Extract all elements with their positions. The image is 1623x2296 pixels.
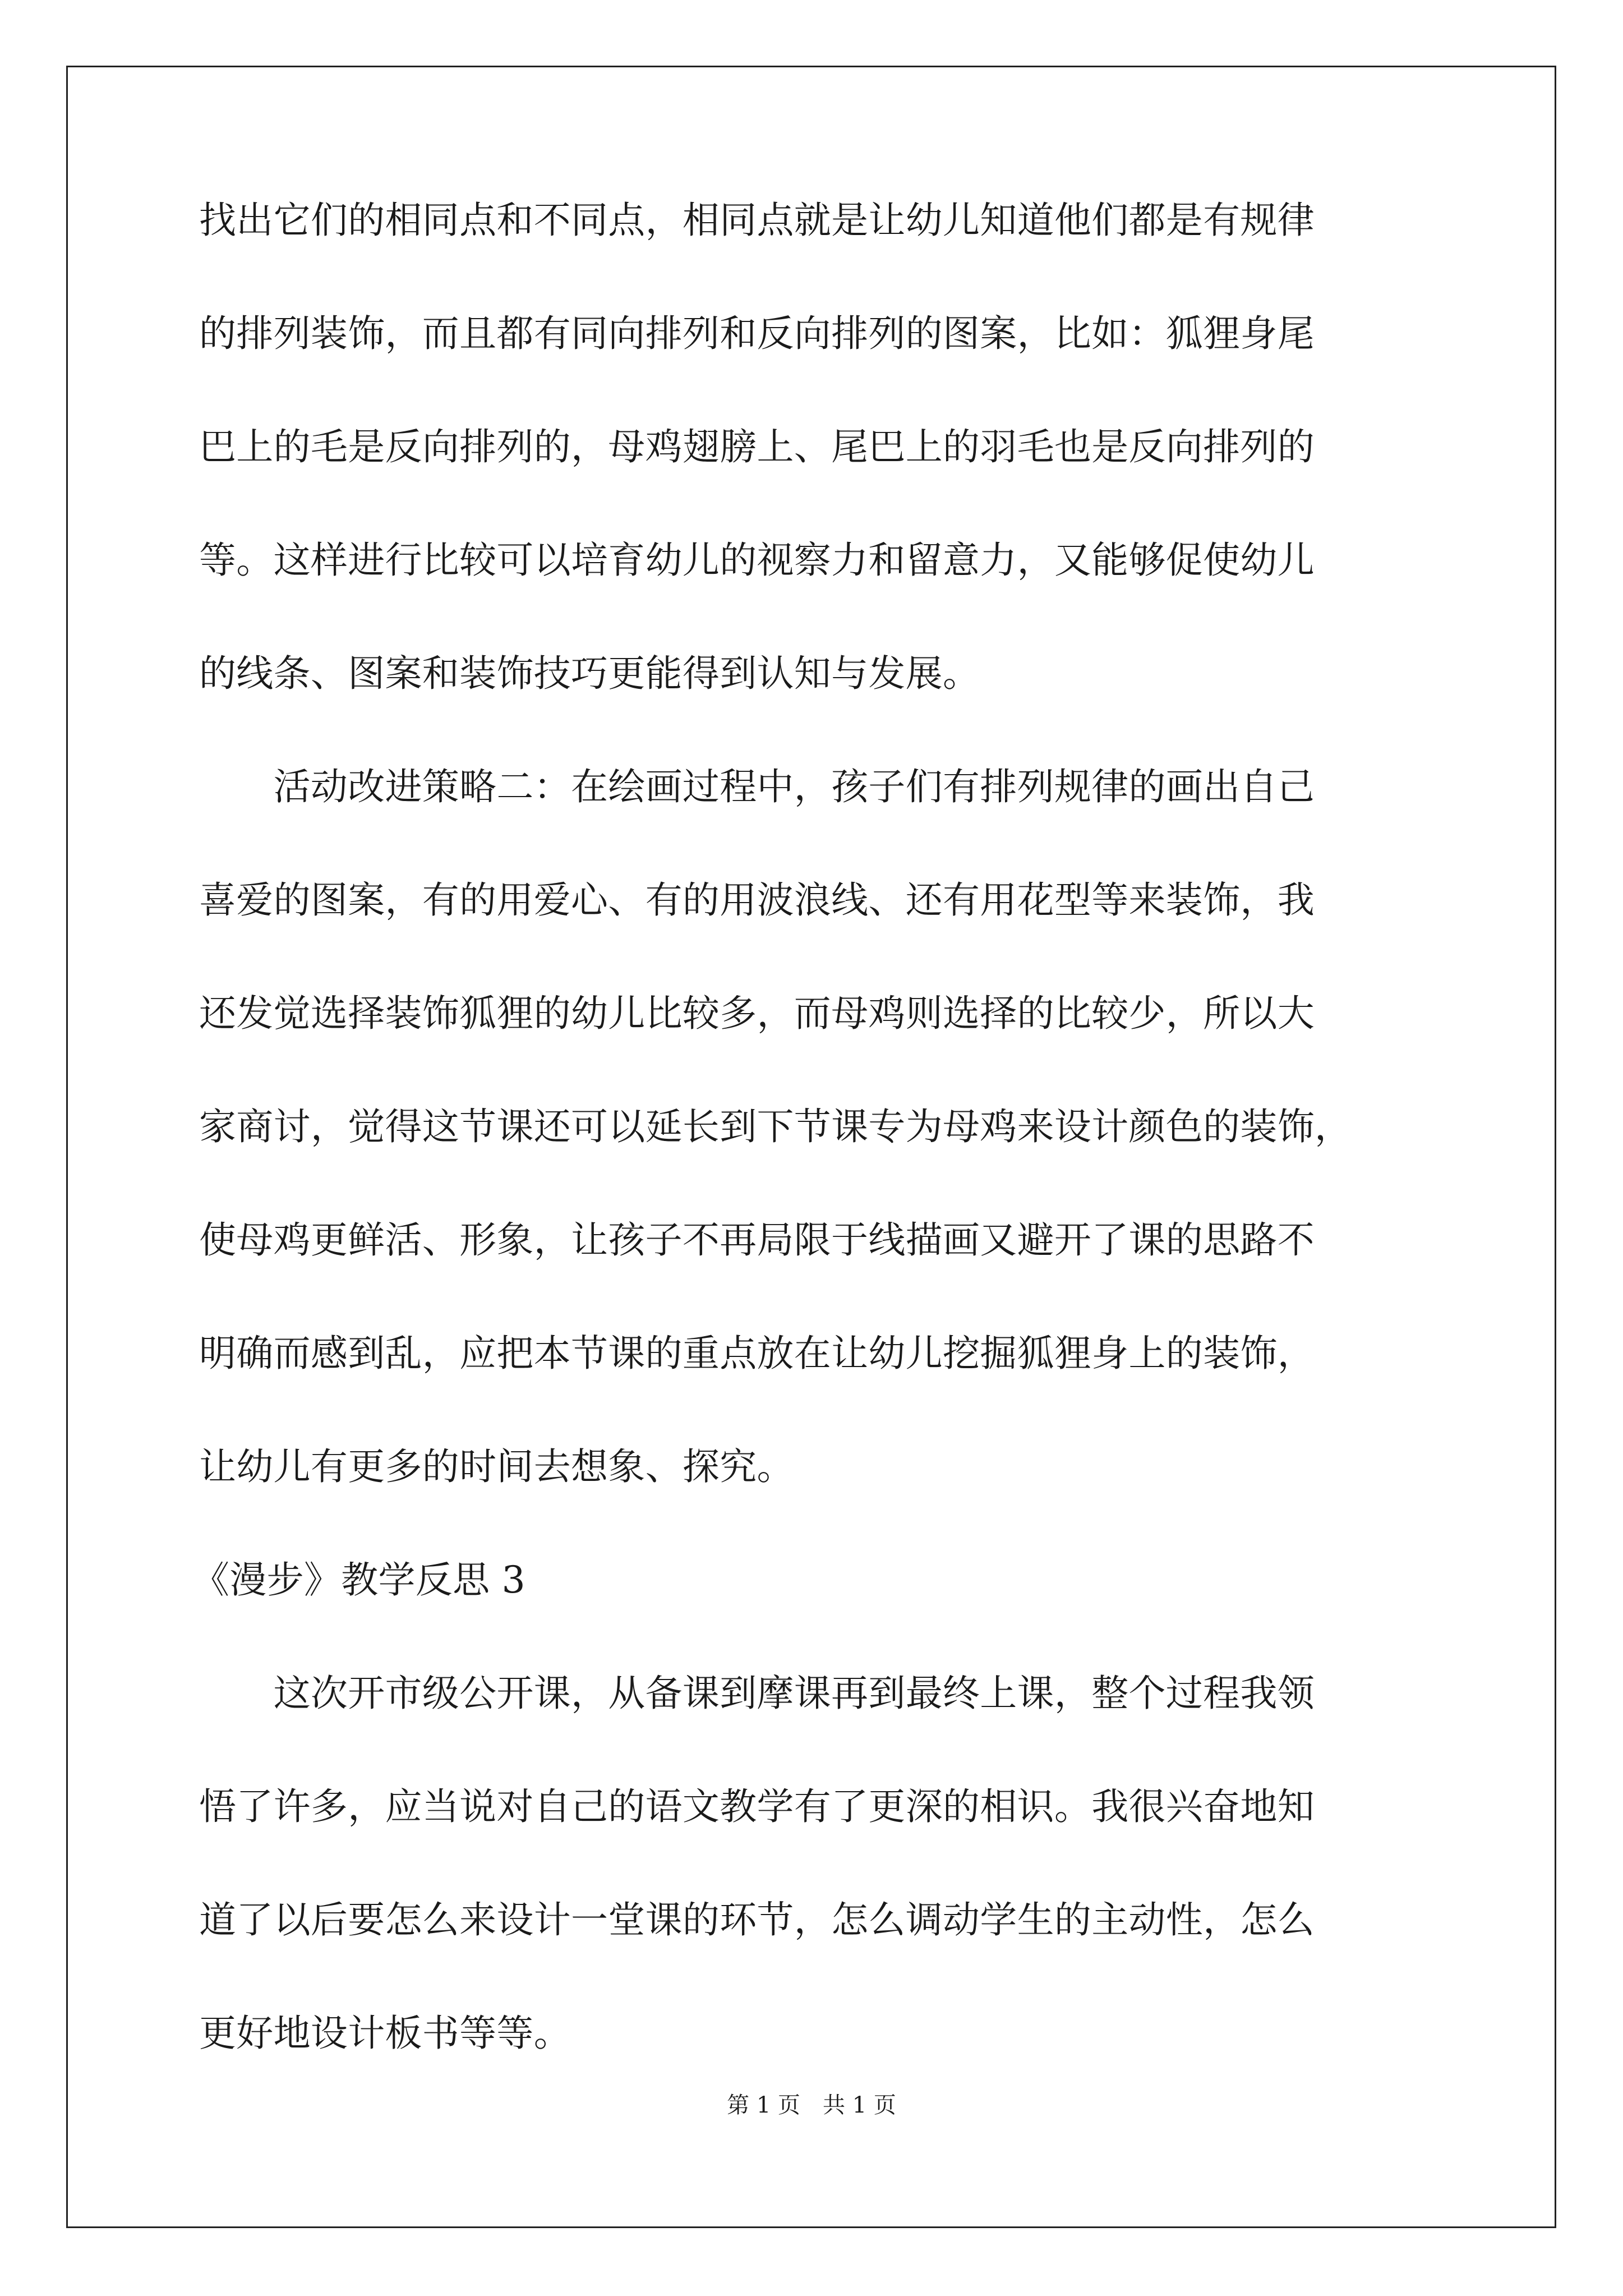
text-line: 喜爱的图案，有的用爱心、有的用波浪线、还有用花型等来装饰，我 xyxy=(199,878,1315,922)
text-line: 巴上的毛是反向排列的，母鸡翅膀上、尾巴上的羽毛也是反向排列的 xyxy=(199,425,1315,468)
text-line: 等。这样进行比较可以培育幼儿的视察力和留意力，又能够促使幼儿 xyxy=(199,539,1315,582)
text-line: 还发觉选择装饰狐狸的幼儿比较多，而母鸡则选择的比较少，所以大 xyxy=(199,992,1315,1035)
text-line: 的排列装饰，而且都有同向排列和反向排列的图案，比如：狐狸身尾 xyxy=(199,312,1315,355)
text-line: 更好地设计板书等等。 xyxy=(199,2012,571,2055)
paragraph-start-line: 这次开市级公开课，从备课到摩课再到最终上课，整个过程我领 xyxy=(199,1672,1315,1715)
text-line: 家商讨，觉得这节课还可以延长到下节课专为母鸡来设计颜色的装饰， xyxy=(199,1105,1352,1148)
text-line: 明确而感到乱，应把本节课的重点放在让幼儿挖掘狐狸身上的装饰， xyxy=(199,1332,1315,1375)
text-line: 悟了许多，应当说对自己的语文教学有了更深的相识。我很兴奋地知 xyxy=(199,1785,1315,1828)
section-heading: 《漫步》教学反思 3 xyxy=(192,1558,525,1602)
paragraph-start-line: 活动改进策略二：在绘画过程中，孩子们有排列规律的画出自己 xyxy=(199,765,1315,808)
text-line: 让幼儿有更多的时间去想象、探究。 xyxy=(199,1445,794,1488)
text-line: 找出它们的相同点和不同点，相同点就是让幼儿知道他们都是有规律 xyxy=(199,199,1315,242)
text-line: 道了以后要怎么来设计一堂课的环节，怎么调动学生的主动性，怎么 xyxy=(199,1898,1315,1941)
text-line: 的线条、图案和装饰技巧更能得到认知与发展。 xyxy=(199,652,980,695)
document-body xyxy=(192,199,1433,2055)
page-footer: 第 1 页 共 1 页 xyxy=(727,2092,896,2118)
text-line: 使母鸡更鲜活、形象，让孩子不再局限于线描画又避开了课的思路不 xyxy=(199,1218,1315,1262)
